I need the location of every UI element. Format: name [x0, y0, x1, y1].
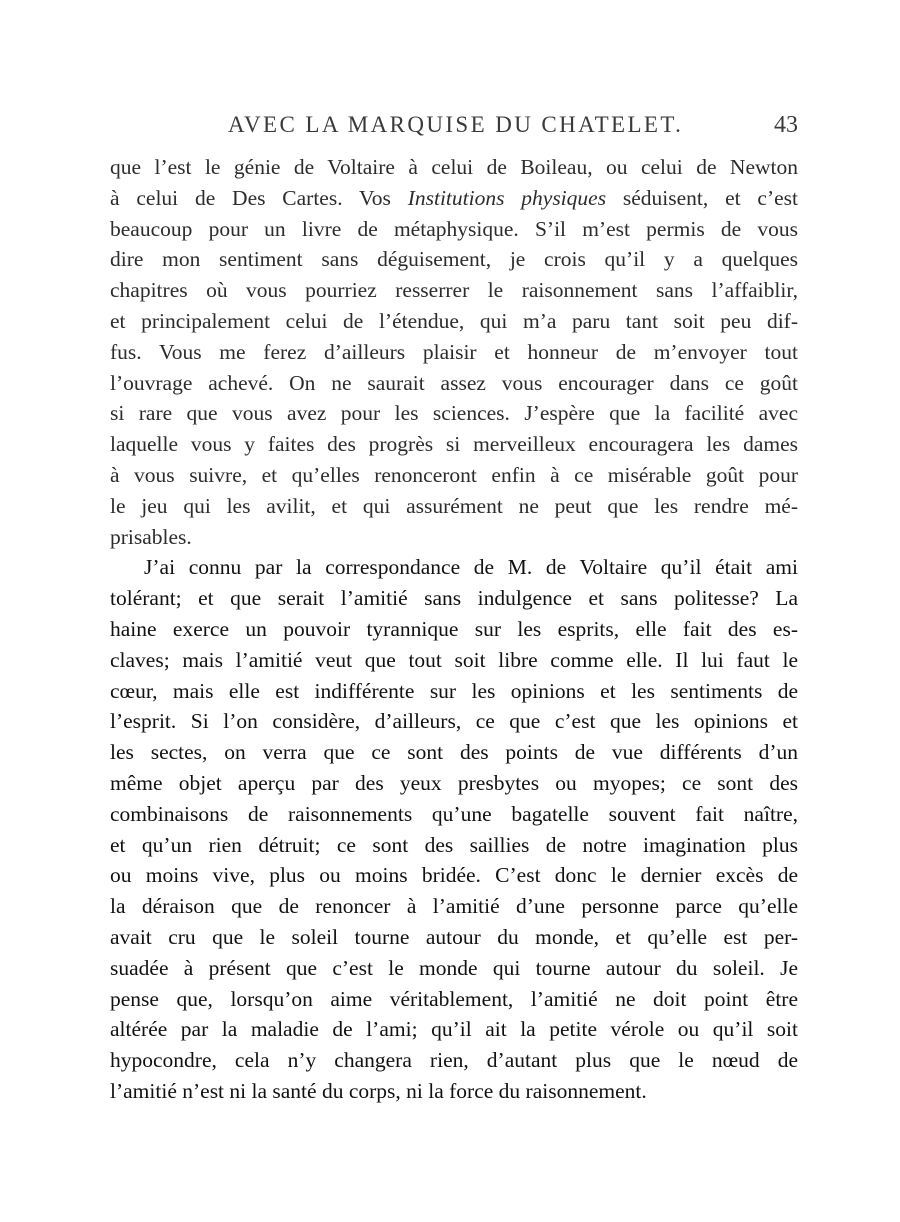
paragraph-line: l’ouvrage achevé. On ne saurait assez vous encourager dans ce goût: [110, 370, 798, 395]
paragraph-line: J’ai connu par la correspondance de M. de Voltaire qu’il était ami: [144, 555, 798, 580]
paragraph-line: ou moins vive, plus ou moins bridée. C’est donc le dernier excès de: [110, 863, 798, 888]
paragraph-line: que l’est le génie de Voltaire à celui de Boileau, ou celui de Newton: [110, 155, 798, 179]
paragraph-line: cœur, mais elle est indifférente sur les opinions et les sentiments de: [110, 678, 798, 703]
paragraph-line: laquelle vous y faites des progrès si merveilleux encouragera les dames: [110, 432, 798, 457]
paragraph-line: altérée par la maladie de l’ami; qu’il ait la petite vérole ou qu’il soit: [110, 1017, 798, 1042]
page-number: 43: [774, 112, 798, 138]
paragraph-line: si rare que vous avez pour les sciences. J’espère que la facilité avec: [110, 401, 798, 426]
line-text: à celui de Des Cartes. Vos: [110, 185, 391, 210]
paragraph-line: prisables.: [110, 524, 192, 549]
paragraph-line: et principalement celui de l’étendue, qui m’a paru tant soit peu dif-: [110, 308, 798, 333]
paragraph-line: tolérant; et que serait l’amitié sans indulgence et sans politesse? La: [110, 586, 798, 611]
paragraph-line: les sectes, on verra que ce sont des points de vue différents d’un: [110, 740, 798, 765]
paragraph-line-with-italic: [110, 183, 798, 214]
paragraph-line: haine exerce un pouvoir tyrannique sur les esprits, elle fait des es-: [110, 616, 798, 641]
paragraph-line: suadée à présent que c’est le monde qui tourne autour du soleil. Je: [110, 955, 798, 980]
paragraph-line: l’esprit. Si l’on considère, d’ailleurs, ce que c’est que les opinions et: [110, 709, 798, 734]
paragraph-line: le jeu qui les avilit, et qui assurément ne peut que les rendre mé-: [110, 493, 798, 518]
paragraph-line: claves; mais l’amitié veut que tout soit libre comme elle. Il lui faut le: [110, 647, 798, 672]
running-title: AVEC LA MARQUISE DU CHATELET.: [228, 112, 684, 137]
paragraph-line: l’amitié n’est ni la santé du corps, ni la force du raisonnement.: [110, 1078, 647, 1103]
paragraph-line: avait cru que le soleil tourne autour du monde, et qu’elle est per-: [110, 924, 798, 949]
paragraph-2: [110, 552, 798, 1106]
paragraph-line: chapitres où vous pourriez resserrer le raisonnement sans l’affaiblir,: [110, 278, 798, 303]
book-title-italic: Institutions physiques: [407, 185, 607, 210]
paragraph-line: même objet aperçu par des yeux presbytes ou myopes; ce sont des: [110, 770, 798, 795]
body-text: [110, 152, 798, 1107]
paragraph-line: combinaisons de raisonnements qu’une bagatelle souvent fait naître,: [110, 801, 798, 826]
paragraph-line: la déraison que de renoncer à l’amitié d’une personne parce qu’elle: [110, 894, 798, 919]
paragraph-line: fus. Vous me ferez d’ailleurs plaisir et honneur de m’envoyer tout: [110, 339, 798, 364]
paragraph-line: dire mon sentiment sans déguisement, je crois qu’il y a quelques: [110, 247, 798, 272]
line-text: séduisent, et c’est: [606, 185, 798, 210]
paragraph-line: beaucoup pour un livre de métaphysique. S’il m’est permis de vous: [110, 216, 798, 241]
paragraph-line: et qu’un rien détruit; ce sont des saillies de notre imagination plus: [110, 832, 798, 857]
paragraph-line: pense que, lorsqu’on aime véritablement, l’amitié ne doit point être: [110, 986, 798, 1011]
paragraph-line: hypocondre, cela n’y changera rien, d’autant plus que le nœud de: [110, 1048, 798, 1073]
paragraph-1: [110, 152, 798, 552]
paragraph-line: à vous suivre, et qu’elles renonceront enfin à ce misérable goût pour: [110, 462, 798, 487]
